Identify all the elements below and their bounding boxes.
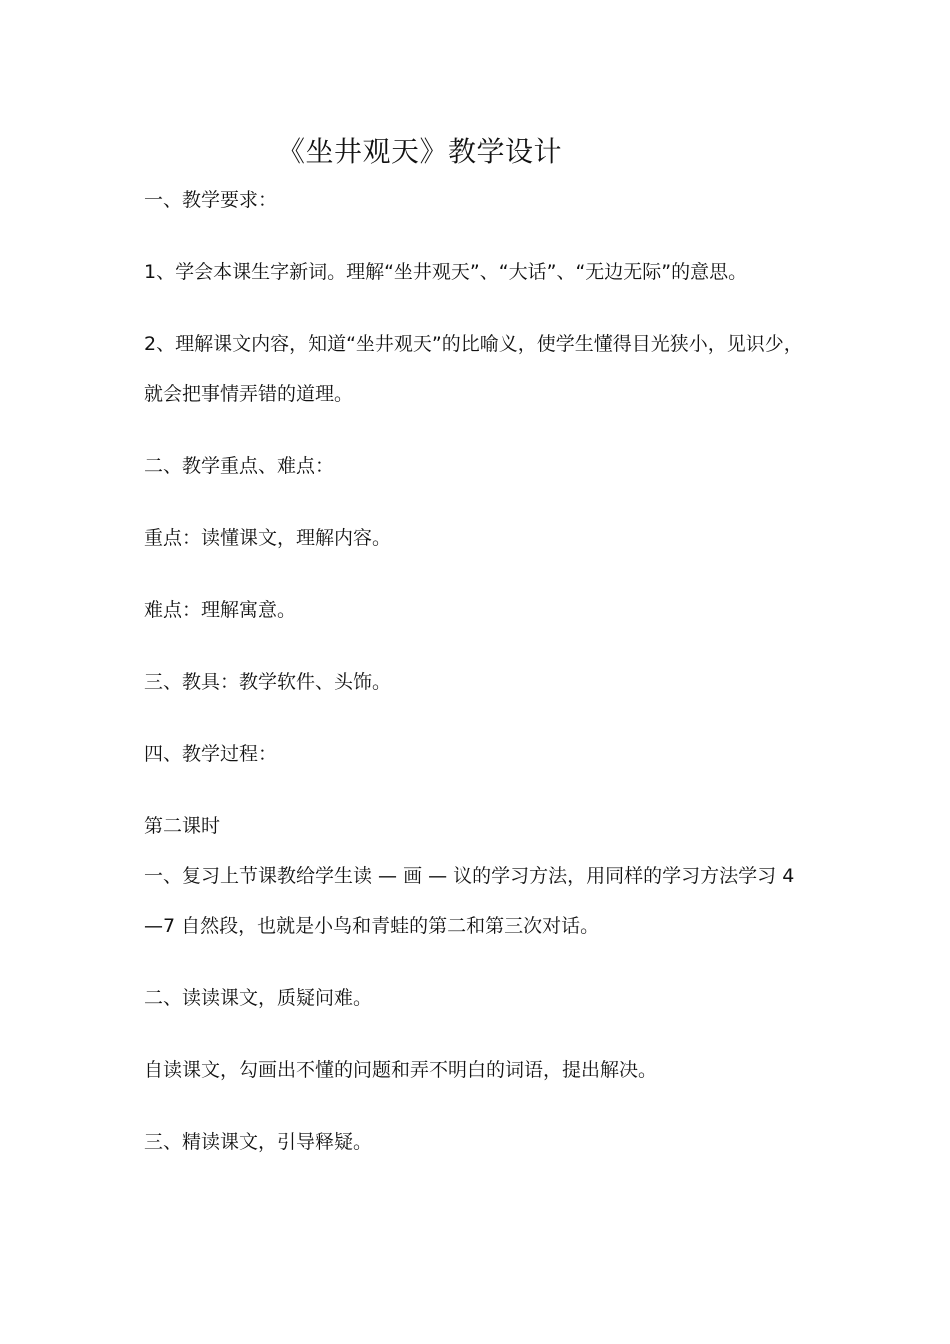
process-step-1-continued: —7 自然段，也就是小鸟和青蛙的第二和第三次对话。 bbox=[144, 915, 600, 937]
lesson-label: 第二课时 bbox=[144, 815, 221, 837]
process-step-1: 一、复习上节课教给学生读 — 画 — 议的学习方法，用同样的学习方法学习 4 bbox=[144, 865, 795, 887]
process-step-3: 三、精读课文，引导释疑。 bbox=[144, 1131, 373, 1153]
requirement-item-1: 1、学会本课生字新词。理解“坐井观天”、“大话”、“无边无际”的意思。 bbox=[144, 261, 748, 283]
section-heading-process: 四、教学过程： bbox=[144, 743, 278, 765]
section-heading-requirements: 一、教学要求： bbox=[144, 189, 278, 211]
section-heading-teaching-aids: 三、教具：教学软件、头饰。 bbox=[144, 671, 392, 693]
process-step-2-detail: 自读课文，勾画出不懂的问题和弄不明白的词语，提出解决。 bbox=[144, 1059, 658, 1081]
document-title: 《坐井观天》教学设计 bbox=[277, 135, 563, 168]
key-point: 重点：读懂课文，理解内容。 bbox=[144, 527, 392, 549]
difficult-point: 难点：理解寓意。 bbox=[144, 599, 297, 621]
process-step-2: 二、读读课文，质疑问难。 bbox=[144, 987, 373, 1009]
requirement-item-2-continued: 就会把事情弄错的道理。 bbox=[144, 383, 354, 405]
requirement-item-2: 2、理解课文内容，知道“坐井观天”的比喻义，使学生懂得目光狭小，见识少， bbox=[144, 333, 803, 355]
section-heading-key-points: 二、教学重点、难点： bbox=[144, 455, 335, 477]
